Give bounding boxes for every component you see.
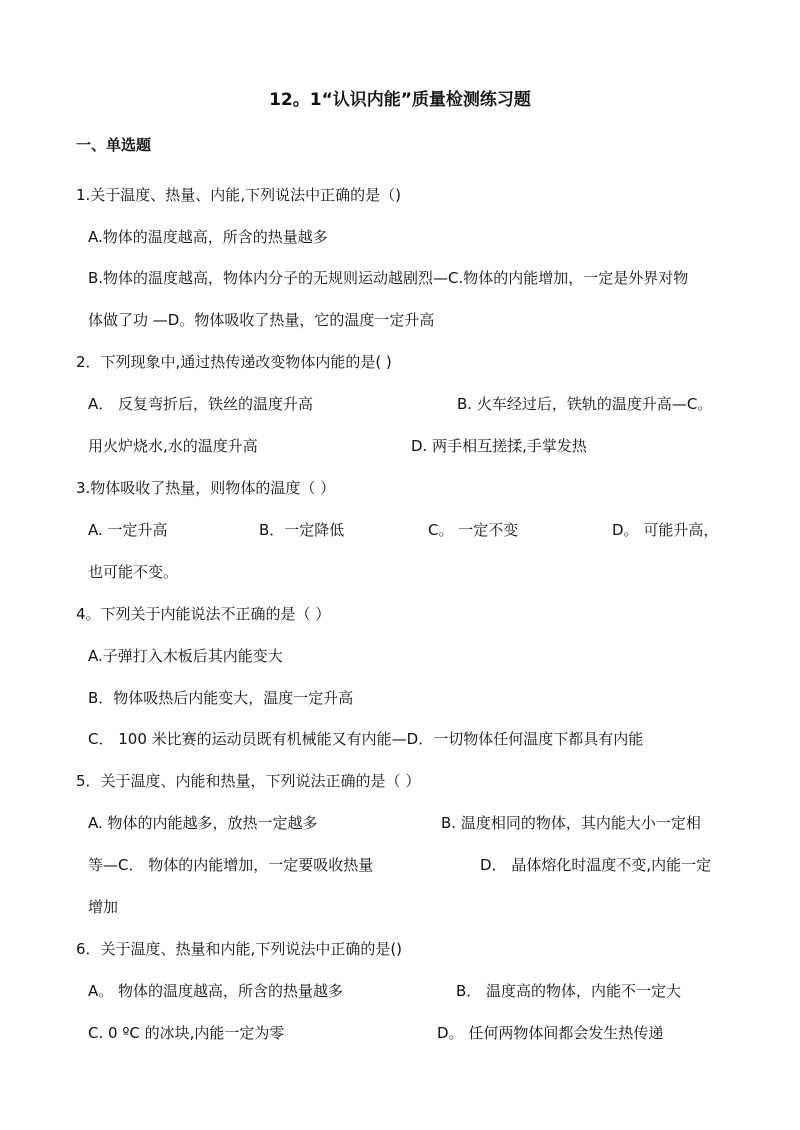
question-3-option-c: C。 一定不变	[428, 521, 519, 539]
question-5-option-d: D． 晶体熔化时温度不变,内能一定	[480, 856, 712, 874]
question-3-option-b: B．一定降低	[259, 521, 345, 539]
question-2-option-d: D. 两手相互搓揉,手掌发热	[411, 437, 587, 455]
page-title: 12。1“认识内能”质量检测练习题	[269, 90, 531, 110]
question-1-options-bc: B.物体的温度越高，物体内分子的无规则运动越剧烈—C.物体的内能增加，一定是外界对物	[88, 269, 689, 287]
question-5-option-d-cont: 增加	[88, 898, 119, 916]
question-1-option-a: A.物体的温度越高，所含的热量越多	[88, 228, 328, 246]
question-2-option-b: B. 火车经过后，铁轨的温度升高—C。	[457, 395, 713, 413]
question-4-options-cd: C． 100 米比赛的运动员既有机械能又有内能—D．一切物体任何温度下都具有内能	[88, 730, 644, 748]
question-2-stem: 2．下列现象中,通过热传递改变物体内能的是( )	[76, 353, 392, 371]
question-6-option-c: C. 0 ºC 的冰块,内能一定为零	[88, 1024, 285, 1042]
question-5-stem: 5．关于温度、内能和热量，下列说法正确的是（ ）	[76, 772, 421, 790]
question-2-option-a: A． 反复弯折后，铁丝的温度升高	[88, 395, 314, 413]
question-3-option-d-cont: 也可能不变。	[88, 563, 179, 581]
question-6-option-a: A。 物体的温度越高，所含的热量越多	[88, 982, 344, 1000]
question-5-option-b: B. 温度相同的物体，其内能大小一定相	[441, 814, 701, 832]
question-2-option-c: 用火炉烧水,水的温度升高	[88, 437, 258, 455]
question-6-option-d: D。 任何两物体间都会发生热传递	[437, 1024, 664, 1042]
section-heading: 一、单选题	[76, 136, 152, 154]
question-6-option-b: B． 温度高的物体，内能不一定大	[456, 982, 682, 1000]
question-4-option-b: B．物体吸热后内能变大，温度一定升高	[88, 689, 354, 707]
question-4-stem: 4。下列关于内能说法不正确的是（ ）	[76, 605, 331, 623]
question-5-option-c: 等—C． 物体的内能增加，一定要吸收热量	[88, 856, 374, 874]
question-3-stem: 3.物体吸收了热量，则物体的温度（ ）	[76, 479, 336, 497]
question-4-option-a: A.子弹打入木板后其内能变大	[88, 647, 283, 665]
question-6-stem: 6．关于温度、热量和内能,下列说法中正确的是()	[76, 940, 403, 958]
question-1-stem: 1.关于温度、热量、内能,下列说法中正确的是（)	[76, 186, 401, 204]
question-3-option-a: A. 一定升高	[88, 521, 168, 539]
question-5-option-a: A. 物体的内能越多，放热一定越多	[88, 814, 318, 832]
question-1-options-cd: 体做了功 —D。物体吸收了热量，它的温度一定升高	[88, 311, 435, 329]
question-3-option-d: D。 可能升高，	[612, 521, 719, 539]
